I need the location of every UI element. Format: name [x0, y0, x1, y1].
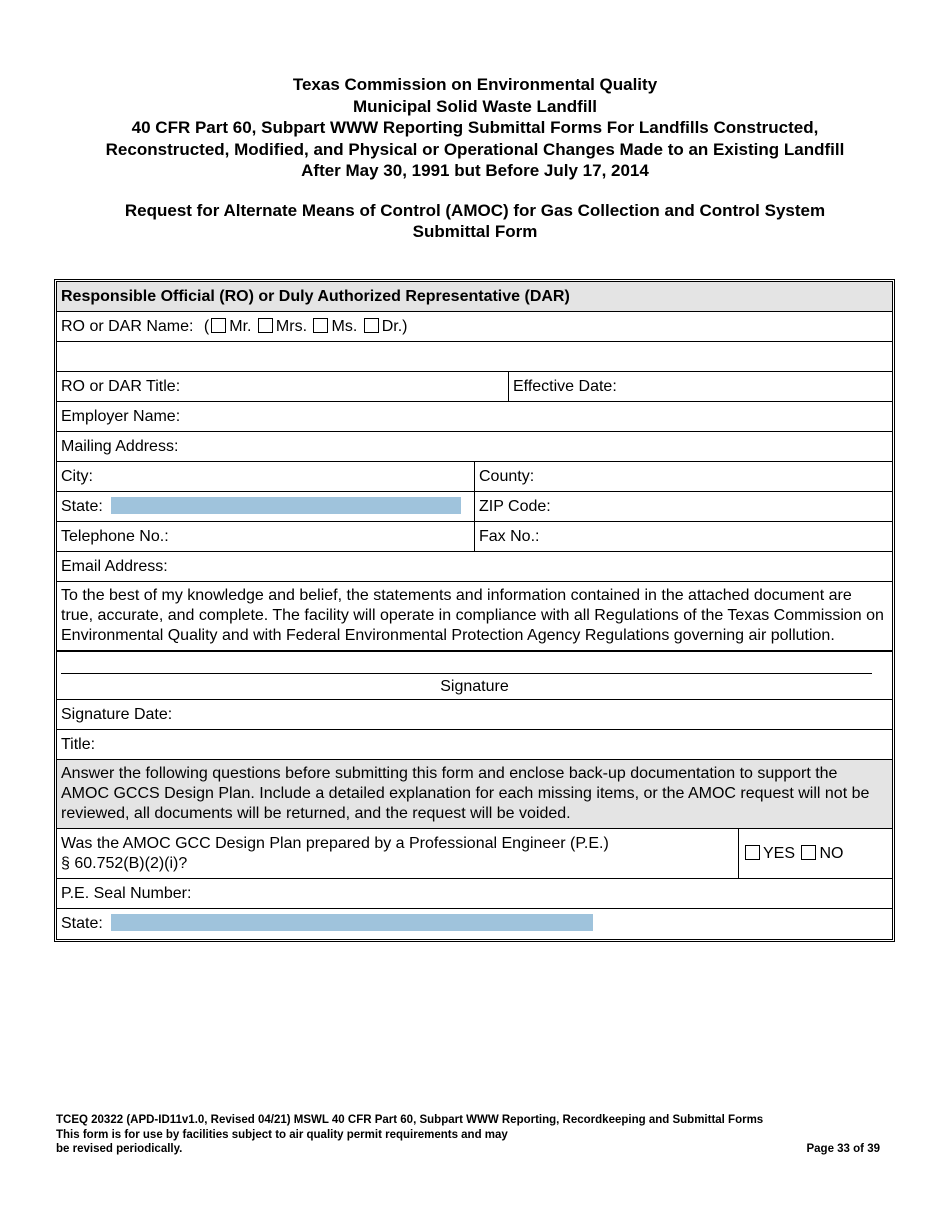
- pe-question-line-1: Was the AMOC GCC Design Plan prepared by a Professional Engineer (P.E.): [61, 835, 609, 852]
- city-label: City:: [61, 468, 93, 485]
- email-field[interactable]: [57, 552, 892, 581]
- ro-dar-form: [54, 279, 895, 942]
- header-line-rule: 40 CFR Part 60, Subpart WWW Reporting Submittal Forms For Landfills Constructed,: [131, 118, 819, 137]
- ro-title-label: RO or DAR Title:: [61, 378, 181, 395]
- header-line-program: Municipal Solid Waste Landfill: [353, 96, 597, 116]
- pe-state-label: State:: [61, 915, 103, 932]
- telephone-label: Telephone No.:: [61, 528, 169, 545]
- zip-field[interactable]: [475, 492, 892, 521]
- certification-row: [57, 582, 892, 652]
- pe-seal-row: [57, 879, 892, 909]
- section-title: Responsible Official (RO) or Duly Authorized Representative (DAR): [61, 288, 570, 305]
- salutation-open: (: [203, 318, 210, 335]
- email-label: Email Address:: [61, 558, 168, 575]
- name-label-row: [57, 312, 892, 342]
- fax-field[interactable]: [475, 522, 892, 551]
- header-line-dates: After May 30, 1991 but Before July 17, 2014: [301, 161, 649, 180]
- pe-state-row: [57, 909, 892, 939]
- ms-checkbox[interactable]: [313, 318, 328, 333]
- document-footer: [56, 1113, 880, 1157]
- instructions-row: [57, 760, 892, 829]
- effective-date-label: Effective Date:: [513, 378, 617, 395]
- state-label: State:: [61, 498, 103, 515]
- instructions-text: Answer the following questions before submitting this form and enclose back-up documentation to support the AMOC GCCS Design Plan. Include a detailed explanation for each missing items, or the AMOC request will not be reviewed, all documents will be returned, and the request will be voided.: [61, 765, 870, 822]
- ro-title-field[interactable]: [57, 372, 509, 401]
- email-row: [57, 552, 892, 582]
- name-label: RO or DAR Name:: [61, 318, 194, 335]
- ms-label: Ms.: [331, 318, 358, 335]
- pe-seal-field[interactable]: [57, 879, 892, 908]
- header-line-scope: Reconstructed, Modified, and Physical or Operational Changes Made to an Existing Landfill: [105, 139, 845, 159]
- form-subtitle: [40, 200, 910, 243]
- pe-seal-label: P.E. Seal Number:: [61, 885, 192, 902]
- sig-title-row: [57, 730, 892, 760]
- subtitle-line-2: Submittal Form: [412, 222, 538, 241]
- county-field[interactable]: [475, 462, 892, 491]
- mailing-address-field[interactable]: [57, 432, 892, 461]
- dr-label: Dr.): [381, 318, 408, 335]
- mrs-label: Mrs.: [275, 318, 308, 335]
- yes-checkbox[interactable]: [745, 845, 760, 860]
- mailing-address-label: Mailing Address:: [61, 438, 179, 455]
- footer-note-line-2: be revised periodically.: [56, 1143, 183, 1155]
- subtitle-line-1: Request for Alternate Means of Control (AMOC) for Gas Collection and Control System: [124, 200, 826, 220]
- section-title-row: [57, 282, 892, 312]
- page-number: Page 33 of 39: [806, 1143, 880, 1155]
- employer-label: Employer Name:: [61, 408, 181, 425]
- mrs-checkbox[interactable]: [258, 318, 273, 333]
- signature-label: Signature: [440, 678, 509, 695]
- mr-label: Mr.: [229, 318, 252, 335]
- city-row: [57, 462, 892, 492]
- dr-checkbox[interactable]: [364, 318, 379, 333]
- title-row: [57, 372, 892, 402]
- employer-row: [57, 402, 892, 432]
- fax-label: Fax No.:: [479, 528, 540, 545]
- pe-question-row: [57, 829, 892, 879]
- phone-row: [57, 522, 892, 552]
- certification-text: To the best of my knowledge and belief, the statements and information contained in the attached document are true, accurate, and complete. The facility will operate in compliance with all Regulations of the Texas Commission on Environmental Quality and with Federal Environmental Protection Agency Regulations governing air pollution.: [61, 587, 884, 644]
- pe-state-dropdown[interactable]: [111, 914, 593, 931]
- sig-title-field[interactable]: [57, 730, 892, 759]
- name-input[interactable]: [57, 342, 892, 371]
- mr-checkbox[interactable]: [211, 318, 226, 333]
- document-header: [40, 74, 910, 243]
- signature-date-row: [57, 700, 892, 730]
- footer-note-line-1: This form is for use by facilities subject to air quality permit requirements and may: [56, 1128, 508, 1141]
- effective-date-field[interactable]: [509, 372, 892, 401]
- telephone-field[interactable]: [57, 522, 475, 551]
- city-field[interactable]: [57, 462, 475, 491]
- state-row: [57, 492, 892, 522]
- no-label: NO: [819, 845, 844, 862]
- header-line-agency: Texas Commission on Environmental Quality: [292, 75, 658, 94]
- no-checkbox[interactable]: [801, 845, 816, 860]
- signature-date-label: Signature Date:: [61, 706, 173, 723]
- employer-field[interactable]: [57, 402, 892, 431]
- sig-title-label: Title:: [61, 736, 96, 753]
- county-label: County:: [479, 468, 535, 485]
- pe-question-line-2: § 60.752(B)(2)(i)?: [61, 855, 188, 872]
- yes-label: YES: [763, 845, 796, 862]
- mailing-row: [57, 432, 892, 462]
- signature-line[interactable]: [61, 673, 872, 674]
- name-value-row: [57, 342, 892, 372]
- footer-form-id: TCEQ 20322 (APD-ID11v1.0, Revised 04/21) MSWL 40 CFR Part 60, Subpart WWW Reporting, Recordkeeping and Submittal Forms: [56, 1114, 764, 1126]
- signature-date-field[interactable]: [57, 700, 892, 729]
- zip-label: ZIP Code:: [479, 498, 551, 515]
- state-dropdown[interactable]: [111, 497, 461, 514]
- signature-row: [57, 652, 892, 700]
